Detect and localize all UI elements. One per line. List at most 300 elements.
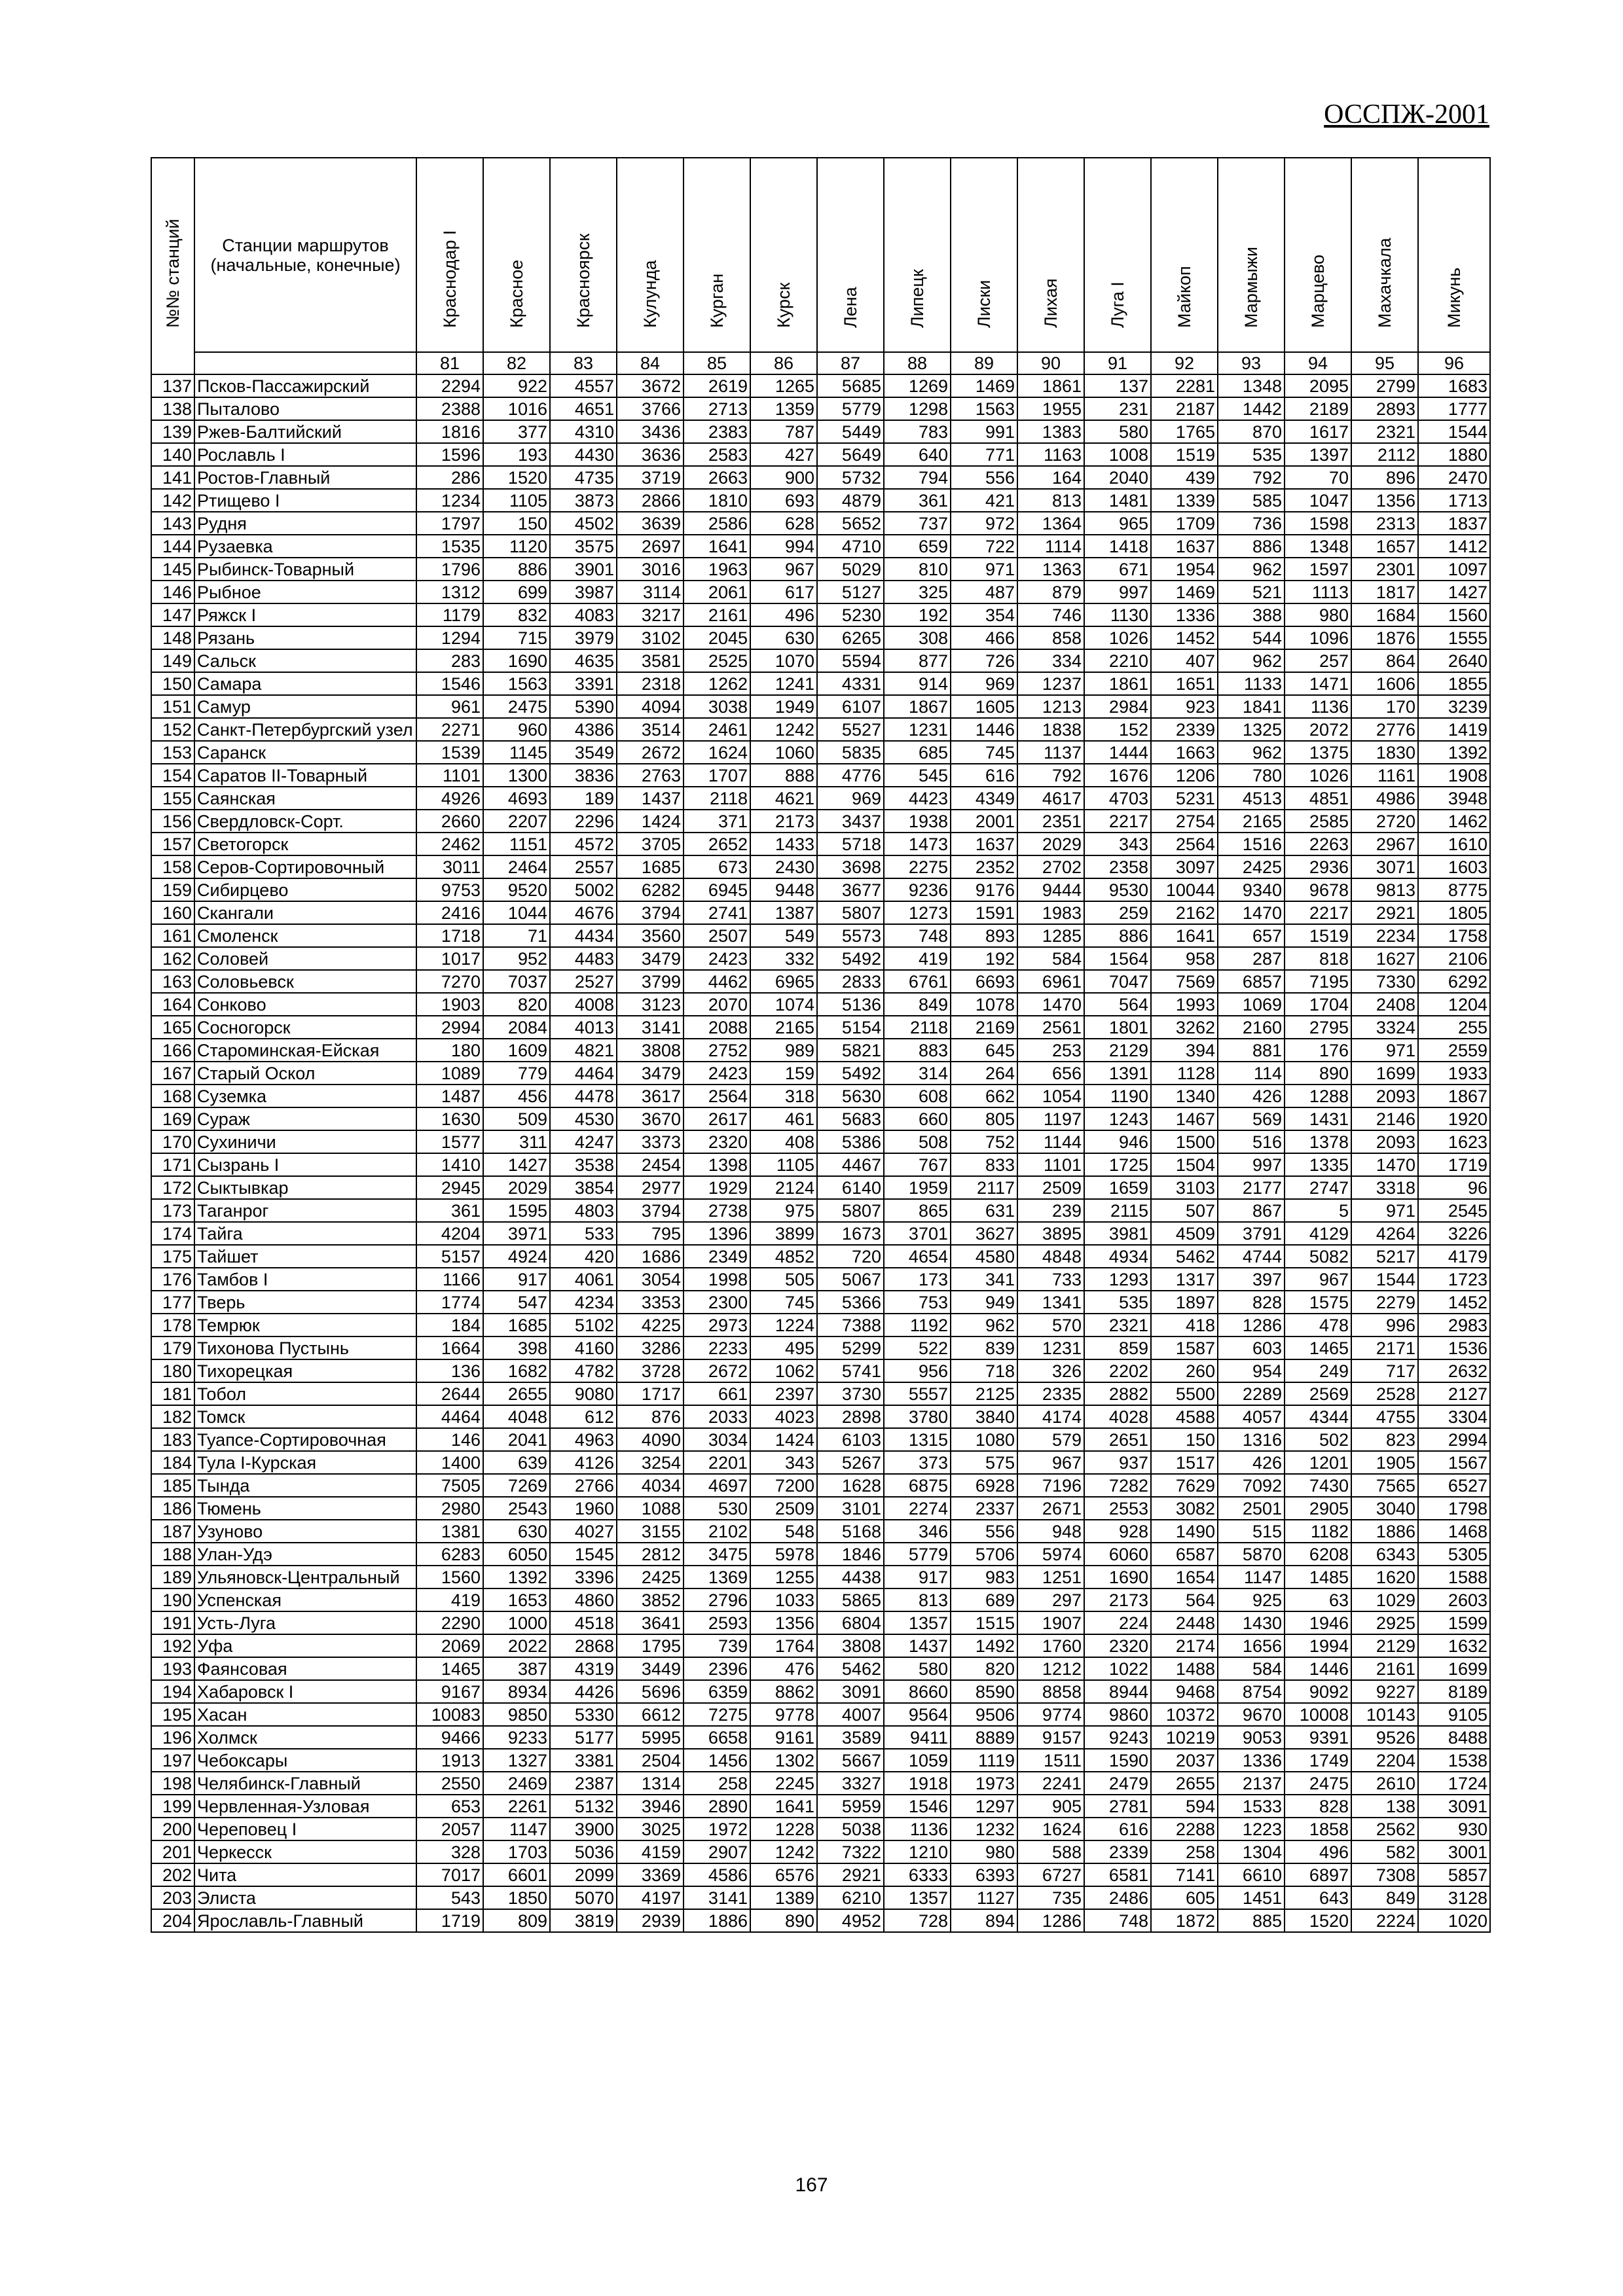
station-number: 199 <box>151 1795 194 1818</box>
destination-number: 92 <box>1151 352 1218 374</box>
distance-cell: 735 <box>1017 1886 1084 1909</box>
distance-cell: 3254 <box>617 1451 684 1474</box>
distance-cell: 9236 <box>884 878 951 901</box>
distance-cell: 2663 <box>684 466 750 489</box>
distance-cell: 2217 <box>1084 810 1151 833</box>
distance-cell: 2543 <box>483 1497 550 1520</box>
distance-cell: 3449 <box>617 1657 684 1680</box>
distance-cell: 2201 <box>684 1451 750 1474</box>
distance-cell: 2241 <box>1017 1772 1084 1795</box>
distance-cell: 1605 <box>951 695 1017 718</box>
distance-cell: 6875 <box>884 1474 951 1497</box>
distance-cell: 5807 <box>817 901 884 924</box>
distance-cell: 2210 <box>1084 649 1151 672</box>
distance-cell: 5386 <box>817 1130 884 1153</box>
distance-cell: 2289 <box>1218 1382 1285 1405</box>
table-row <box>151 672 1490 695</box>
distance-cell: 3946 <box>617 1795 684 1818</box>
distance-cell: 354 <box>951 603 1017 626</box>
distance-cell: 1606 <box>1351 672 1418 695</box>
distance-cell: 4617 <box>1017 787 1084 810</box>
distance-cell: 6060 <box>1084 1543 1151 1566</box>
distance-cell: 2425 <box>617 1566 684 1588</box>
station-number: 177 <box>151 1291 194 1314</box>
distance-cell: 1929 <box>684 1176 750 1199</box>
distance-cell: 2320 <box>1084 1634 1151 1657</box>
distance-cell: 575 <box>951 1451 1017 1474</box>
distance-cell: 1467 <box>1151 1107 1218 1130</box>
distance-cell: 810 <box>884 558 951 581</box>
distance-cell: 4782 <box>550 1359 617 1382</box>
station-number: 164 <box>151 993 194 1016</box>
distance-cell: 556 <box>951 466 1017 489</box>
station-name: Ростов-Главный <box>194 466 416 489</box>
station-name: Тихонова Пустынь <box>194 1336 416 1359</box>
table-body <box>151 374 1490 1932</box>
distance-cell: 547 <box>483 1291 550 1314</box>
distance-cell: 885 <box>1218 1909 1285 1932</box>
distance-cell: 6897 <box>1285 1863 1351 1886</box>
table-row <box>151 970 1490 993</box>
distance-cell: 3677 <box>817 878 884 901</box>
distance-cell: 1627 <box>1351 947 1418 970</box>
distance-cell: 879 <box>1017 581 1084 603</box>
distance-cell: 231 <box>1084 397 1151 420</box>
distance-cell: 1641 <box>1151 924 1218 947</box>
distance-cell: 4028 <box>1084 1405 1151 1428</box>
distance-cell: 1810 <box>684 489 750 512</box>
distance-cell: 3016 <box>617 558 684 581</box>
station-number: 150 <box>151 672 194 695</box>
distance-cell: 969 <box>817 787 884 810</box>
distance-cell: 925 <box>1218 1588 1285 1611</box>
distance-cell: 980 <box>1285 603 1351 626</box>
distance-cell: 813 <box>884 1588 951 1611</box>
station-number: 139 <box>151 420 194 443</box>
distance-cell: 2776 <box>1351 718 1418 741</box>
distance-cell: 1676 <box>1084 764 1151 787</box>
distance-cell: 656 <box>1017 1062 1084 1085</box>
distance-cell: 4676 <box>550 901 617 924</box>
distance-cell: 2124 <box>750 1176 817 1199</box>
distance-cell: 6283 <box>416 1543 483 1566</box>
station-name: Ульяновск-Центральный <box>194 1566 416 1588</box>
distance-cell: 4963 <box>550 1428 617 1451</box>
distance-cell: 7037 <box>483 970 550 993</box>
distance-cell: 630 <box>750 626 817 649</box>
distance-cell: 1624 <box>1017 1818 1084 1840</box>
station-number: 187 <box>151 1520 194 1543</box>
distance-cell: 6581 <box>1084 1863 1151 1886</box>
distance-cell: 1433 <box>750 833 817 855</box>
table-row <box>151 1634 1490 1657</box>
distance-cell: 5821 <box>817 1039 884 1062</box>
distance-cell: 1285 <box>1017 924 1084 947</box>
distance-cell: 823 <box>1351 1428 1418 1451</box>
distance-cell: 5462 <box>1151 1245 1218 1268</box>
distance-cell: 3091 <box>1418 1795 1490 1818</box>
distance-cell: 1437 <box>884 1634 951 1657</box>
distance-cell: 258 <box>1151 1840 1218 1863</box>
distance-cell: 2351 <box>1017 810 1084 833</box>
distance-cell: 1855 <box>1418 672 1490 695</box>
distance-cell: 2416 <box>416 901 483 924</box>
distance-cell: 5683 <box>817 1107 884 1130</box>
station-number: 142 <box>151 489 194 512</box>
distance-cell: 699 <box>483 581 550 603</box>
distance-cell: 2029 <box>483 1176 550 1199</box>
distance-cell: 3324 <box>1351 1016 1418 1039</box>
distance-cell: 509 <box>483 1107 550 1130</box>
destination-name: Кулунда <box>640 260 660 328</box>
distance-cell: 1378 <box>1285 1130 1351 1153</box>
distance-cell: 657 <box>1218 924 1285 947</box>
destination-header <box>684 158 750 352</box>
distance-cell: 1356 <box>750 1611 817 1634</box>
station-name: Рязань <box>194 626 416 649</box>
distance-cell: 2339 <box>1151 718 1218 741</box>
station-number: 186 <box>151 1497 194 1520</box>
distance-cell: 2504 <box>617 1749 684 1772</box>
distance-cell: 2713 <box>684 397 750 420</box>
table-row <box>151 695 1490 718</box>
distance-cell: 3475 <box>684 1543 750 1566</box>
distance-cell: 6576 <box>750 1863 817 1886</box>
distance-cell: 745 <box>951 741 1017 764</box>
table-row <box>151 443 1490 466</box>
station-number: 204 <box>151 1909 194 1932</box>
station-number: 201 <box>151 1840 194 1863</box>
distance-cell: 1473 <box>884 833 951 855</box>
distance-cell: 1113 <box>1285 581 1351 603</box>
distance-cell: 1933 <box>1418 1062 1490 1085</box>
distance-cell: 1357 <box>884 1611 951 1634</box>
distance-cell: 2501 <box>1218 1497 1285 1520</box>
table-row <box>151 1726 1490 1749</box>
destination-header <box>1418 158 1490 352</box>
destination-number: 86 <box>750 352 817 374</box>
destination-header <box>951 158 1017 352</box>
distance-cell: 3791 <box>1218 1222 1285 1245</box>
distance-cell: 2115 <box>1084 1199 1151 1222</box>
distance-cell: 1033 <box>750 1588 817 1611</box>
station-number: 182 <box>151 1405 194 1428</box>
distance-cell: 1795 <box>617 1634 684 1657</box>
distance-cell: 1515 <box>951 1611 1017 1634</box>
distance-cell: 2271 <box>416 718 483 741</box>
distance-cell: 1998 <box>684 1268 750 1291</box>
distance-cell: 1105 <box>483 489 550 512</box>
distance-cell: 545 <box>884 764 951 787</box>
distance-cell: 5127 <box>817 581 884 603</box>
distance-cell: 1078 <box>951 993 1017 1016</box>
distance-cell: 1316 <box>1218 1428 1285 1451</box>
distance-cell: 2106 <box>1418 947 1490 970</box>
distance-cell: 881 <box>1218 1039 1285 1062</box>
station-number: 189 <box>151 1566 194 1588</box>
distance-cell: 5557 <box>884 1382 951 1405</box>
distance-cell: 794 <box>884 466 951 489</box>
distance-cell: 1190 <box>1084 1085 1151 1107</box>
distance-cell: 515 <box>1218 1520 1285 1543</box>
distance-cell: 1657 <box>1351 535 1418 558</box>
destination-number: 90 <box>1017 352 1084 374</box>
distance-cell: 2033 <box>684 1405 750 1428</box>
distance-cell: 7017 <box>416 1863 483 1886</box>
distance-cell: 726 <box>951 649 1017 672</box>
station-number: 162 <box>151 947 194 970</box>
distance-cell: 1286 <box>1218 1314 1285 1336</box>
distance-cell: 7196 <box>1017 1474 1084 1497</box>
distance-cell: 1938 <box>884 810 951 833</box>
distance-cell: 1545 <box>550 1543 617 1566</box>
distance-cell: 1867 <box>884 695 951 718</box>
distance-cell: 1641 <box>750 1795 817 1818</box>
distance-cell: 3987 <box>550 581 617 603</box>
distance-cell: 1223 <box>1218 1818 1285 1840</box>
station-name: Чебоксары <box>194 1749 416 1772</box>
distance-cell: 1704 <box>1285 993 1351 1016</box>
distance-cell: 3794 <box>617 1199 684 1222</box>
distance-cell: 5706 <box>951 1543 1017 1566</box>
distance-cell: 2146 <box>1351 1107 1418 1130</box>
distance-cell: 2464 <box>483 855 550 878</box>
distance-cell: 2321 <box>1351 420 1418 443</box>
distance-cell: 1059 <box>884 1749 951 1772</box>
distance-cell: 1070 <box>750 649 817 672</box>
distance-cell: 1363 <box>1017 558 1084 581</box>
distance-cell: 3514 <box>617 718 684 741</box>
table-row <box>151 1062 1490 1085</box>
distance-cell: 5231 <box>1151 787 1218 810</box>
destination-header <box>1218 158 1285 352</box>
station-number: 181 <box>151 1382 194 1405</box>
station-number: 202 <box>151 1863 194 1886</box>
distance-cell: 8754 <box>1218 1680 1285 1703</box>
distance-cell: 1599 <box>1418 1611 1490 1634</box>
distance-cell: 496 <box>750 603 817 626</box>
distance-cell: 1544 <box>1418 420 1490 443</box>
distance-cell: 2652 <box>684 833 750 855</box>
distance-cell: 962 <box>1218 741 1285 764</box>
distance-cell: 461 <box>750 1107 817 1130</box>
distance-cell: 2833 <box>817 970 884 993</box>
distance-cell: 1080 <box>951 1428 1017 1451</box>
distance-cell: 3353 <box>617 1291 684 1314</box>
distance-cell: 5835 <box>817 741 884 764</box>
distance-cell: 2561 <box>1017 1016 1084 1039</box>
distance-cell: 439 <box>1151 466 1218 489</box>
station-number: 165 <box>151 1016 194 1039</box>
distance-cell: 1451 <box>1218 1886 1285 1909</box>
distance-cell: 2275 <box>884 855 951 878</box>
table-row <box>151 833 1490 855</box>
distance-cell: 3873 <box>550 489 617 512</box>
destination-name: Луга I <box>1108 281 1127 328</box>
station-number-header-label: №№ станций <box>163 219 183 328</box>
distance-cell: 1838 <box>1017 718 1084 741</box>
distance-cell: 1963 <box>684 558 750 581</box>
distance-cell: 736 <box>1218 512 1285 535</box>
distance-cell: 2763 <box>617 764 684 787</box>
distance-cell: 9411 <box>884 1726 951 1749</box>
station-name: Ртищево I <box>194 489 416 512</box>
distance-cell: 1567 <box>1418 1451 1490 1474</box>
distance-cell: 996 <box>1351 1314 1418 1336</box>
distance-cell: 2545 <box>1418 1199 1490 1222</box>
distance-cell: 419 <box>884 947 951 970</box>
station-name: Рудня <box>194 512 416 535</box>
station-number: 192 <box>151 1634 194 1657</box>
station-name: Тула I-Курская <box>194 1451 416 1474</box>
distance-cell: 2617 <box>684 1107 750 1130</box>
distance-cell: 2173 <box>750 810 817 833</box>
distance-cell: 1446 <box>1285 1657 1351 1680</box>
station-number: 141 <box>151 466 194 489</box>
destination-number: 95 <box>1351 352 1418 374</box>
distance-cell: 1465 <box>1285 1336 1351 1359</box>
distance-cell: 4083 <box>550 603 617 626</box>
distance-cell: 1659 <box>1084 1176 1151 1199</box>
distance-cell: 3286 <box>617 1336 684 1359</box>
distance-cell: 753 <box>884 1291 951 1314</box>
distance-cell: 4586 <box>684 1863 750 1886</box>
distance-cell: 4349 <box>951 787 1017 810</box>
distance-cell: 771 <box>951 443 1017 466</box>
distance-cell: 1500 <box>1151 1130 1218 1153</box>
distance-cell: 318 <box>750 1085 817 1107</box>
table-row <box>151 649 1490 672</box>
distance-cell: 1656 <box>1218 1634 1285 1657</box>
distance-cell: 2509 <box>750 1497 817 1520</box>
distance-cell: 4580 <box>951 1245 1017 1268</box>
distance-cell: 870 <box>1218 420 1285 443</box>
distance-cell: 3538 <box>550 1153 617 1176</box>
table-row <box>151 1909 1490 1932</box>
distance-cell: 659 <box>884 535 951 558</box>
distance-cell: 2528 <box>1351 1382 1418 1405</box>
distance-cell: 2040 <box>1084 466 1151 489</box>
distance-cell: 1335 <box>1285 1153 1351 1176</box>
distance-cell: 4204 <box>416 1222 483 1245</box>
distance-cell: 6527 <box>1418 1474 1490 1497</box>
distance-cell: 1364 <box>1017 512 1084 535</box>
distance-cell: 2339 <box>1084 1840 1151 1863</box>
distance-cell: 2475 <box>483 695 550 718</box>
distance-cell: 1908 <box>1418 764 1490 787</box>
table-row <box>151 855 1490 878</box>
distance-cell: 2644 <box>416 1382 483 1405</box>
distance-cell: 849 <box>1351 1886 1418 1909</box>
distance-cell: 1897 <box>1151 1291 1218 1314</box>
distance-cell: 1690 <box>1084 1566 1151 1588</box>
table-row <box>151 1863 1490 1886</box>
station-name-number-cell <box>194 352 416 374</box>
destination-name: Лиски <box>974 279 994 328</box>
distance-cell: 859 <box>1084 1336 1151 1359</box>
distance-cell: 1954 <box>1151 558 1218 581</box>
distance-cell: 1356 <box>1351 489 1418 512</box>
distance-cell: 4264 <box>1351 1222 1418 1245</box>
distance-cell: 2022 <box>483 1634 550 1657</box>
distance-cell: 1718 <box>416 924 483 947</box>
distance-cell: 584 <box>1017 947 1084 970</box>
distance-cell: 9053 <box>1218 1726 1285 1749</box>
station-number: 149 <box>151 649 194 672</box>
distance-cell: 967 <box>1017 1451 1084 1474</box>
distance-cell: 2233 <box>684 1336 750 1359</box>
station-name: Саянская <box>194 787 416 810</box>
distance-cell: 1424 <box>750 1428 817 1451</box>
table-row <box>151 810 1490 833</box>
distance-cell: 6945 <box>684 878 750 901</box>
distance-cell: 1029 <box>1351 1588 1418 1611</box>
table-row <box>151 420 1490 443</box>
distance-cell: 2795 <box>1285 1016 1351 1039</box>
distance-cell: 1008 <box>1084 443 1151 466</box>
table-row <box>151 993 1490 1016</box>
distance-cell: 373 <box>884 1451 951 1474</box>
distance-cell: 1663 <box>1151 741 1218 764</box>
distance-cell: 2337 <box>951 1497 1017 1520</box>
distance-cell: 1237 <box>1017 672 1084 695</box>
distance-cell: 3979 <box>550 626 617 649</box>
station-name: Сибирцево <box>194 878 416 901</box>
station-name: Тайга <box>194 1222 416 1245</box>
distance-cell: 1830 <box>1351 741 1418 764</box>
station-name: Челябинск-Главный <box>194 1772 416 1795</box>
distance-cell: 505 <box>750 1268 817 1291</box>
table-row <box>151 1016 1490 1039</box>
distance-cell: 967 <box>750 558 817 581</box>
distance-cell: 1684 <box>1351 603 1418 626</box>
distance-cell: 192 <box>951 947 1017 970</box>
distance-cell: 1876 <box>1351 626 1418 649</box>
distance-cell: 1903 <box>416 993 483 1016</box>
station-number: 147 <box>151 603 194 626</box>
station-name: Хасан <box>194 1703 416 1726</box>
distance-cell: 3304 <box>1418 1405 1490 1428</box>
station-number: 168 <box>151 1085 194 1107</box>
table-row <box>151 489 1490 512</box>
distance-cell: 5500 <box>1151 1382 1218 1405</box>
distance-cell: 1398 <box>684 1153 750 1176</box>
distance-cell: 805 <box>951 1107 1017 1130</box>
distance-cell: 1293 <box>1084 1268 1151 1291</box>
distance-cell: 3766 <box>617 397 684 420</box>
distance-cell: 6265 <box>817 626 884 649</box>
station-number: 176 <box>151 1268 194 1291</box>
distance-cell: 4426 <box>550 1680 617 1703</box>
distance-cell: 2234 <box>1351 924 1418 947</box>
station-number: 166 <box>151 1039 194 1062</box>
station-name: Узуново <box>194 1520 416 1543</box>
distance-cell: 2294 <box>416 374 483 397</box>
distance-cell: 9161 <box>750 1726 817 1749</box>
station-name: Элиста <box>194 1886 416 1909</box>
distance-cell: 2619 <box>684 374 750 397</box>
distance-cell: 1396 <box>684 1222 750 1245</box>
distance-cell: 2973 <box>684 1314 750 1336</box>
distance-cell: 720 <box>817 1245 884 1268</box>
distance-cell: 397 <box>1218 1268 1285 1291</box>
distance-cell: 715 <box>483 626 550 649</box>
distance-cell: 3082 <box>1151 1497 1218 1520</box>
distance-cell: 4755 <box>1351 1405 1418 1428</box>
table-row <box>151 1703 1490 1726</box>
distance-cell: 2980 <box>416 1497 483 1520</box>
distance-cell: 96 <box>1418 1176 1490 1199</box>
